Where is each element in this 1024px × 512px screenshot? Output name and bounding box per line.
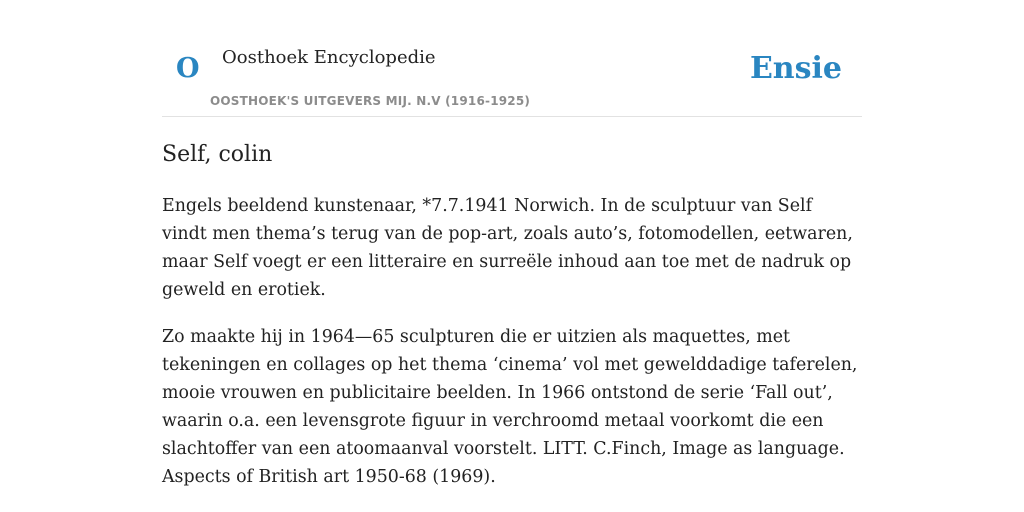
source-name-link[interactable]: Oosthoek Encyclopedie	[222, 47, 436, 68]
source-header	[162, 0, 862, 117]
ensie-logo-link[interactable]: Ensie	[749, 51, 842, 86]
entry-paragraph: Engels beeldend kunstenaar, *7.7.1941 Norwich. In de sculptuur van Self vindt men thema’s terug van de pop-art, zoals auto’s, fotomodellen, eetwaren, maar Self voegt er een litteraire en surreële inhoud aan toe met de nadruk op geweld en erotiek.	[162, 196, 853, 300]
publisher-label: OOSTHOEK'S UITGEVERS MIJ. N.V (1916-1925)	[210, 94, 531, 108]
source-logo[interactable]: O	[176, 53, 200, 84]
entry-paragraph: Zo maakte hij in 1964—65 sculpturen die er uitzien als maquettes, met tekeningen en collages op het thema ‘cinema’ vol met gewelddadige taferelen, mooie vrouwen en publicitaire beelden. In 1966 ontstond de serie ‘Fall out’, waarin o.a. een levensgrote figuur in verchroomd metaal voorkomt die een slachtoffer van een atoomaanval voorstelt. LITT. C.Finch, Image as language. Aspects of British art 1950-68 (1969).	[162, 327, 858, 487]
entry-body	[162, 192, 862, 510]
entry-title: Self, colin	[162, 142, 273, 167]
